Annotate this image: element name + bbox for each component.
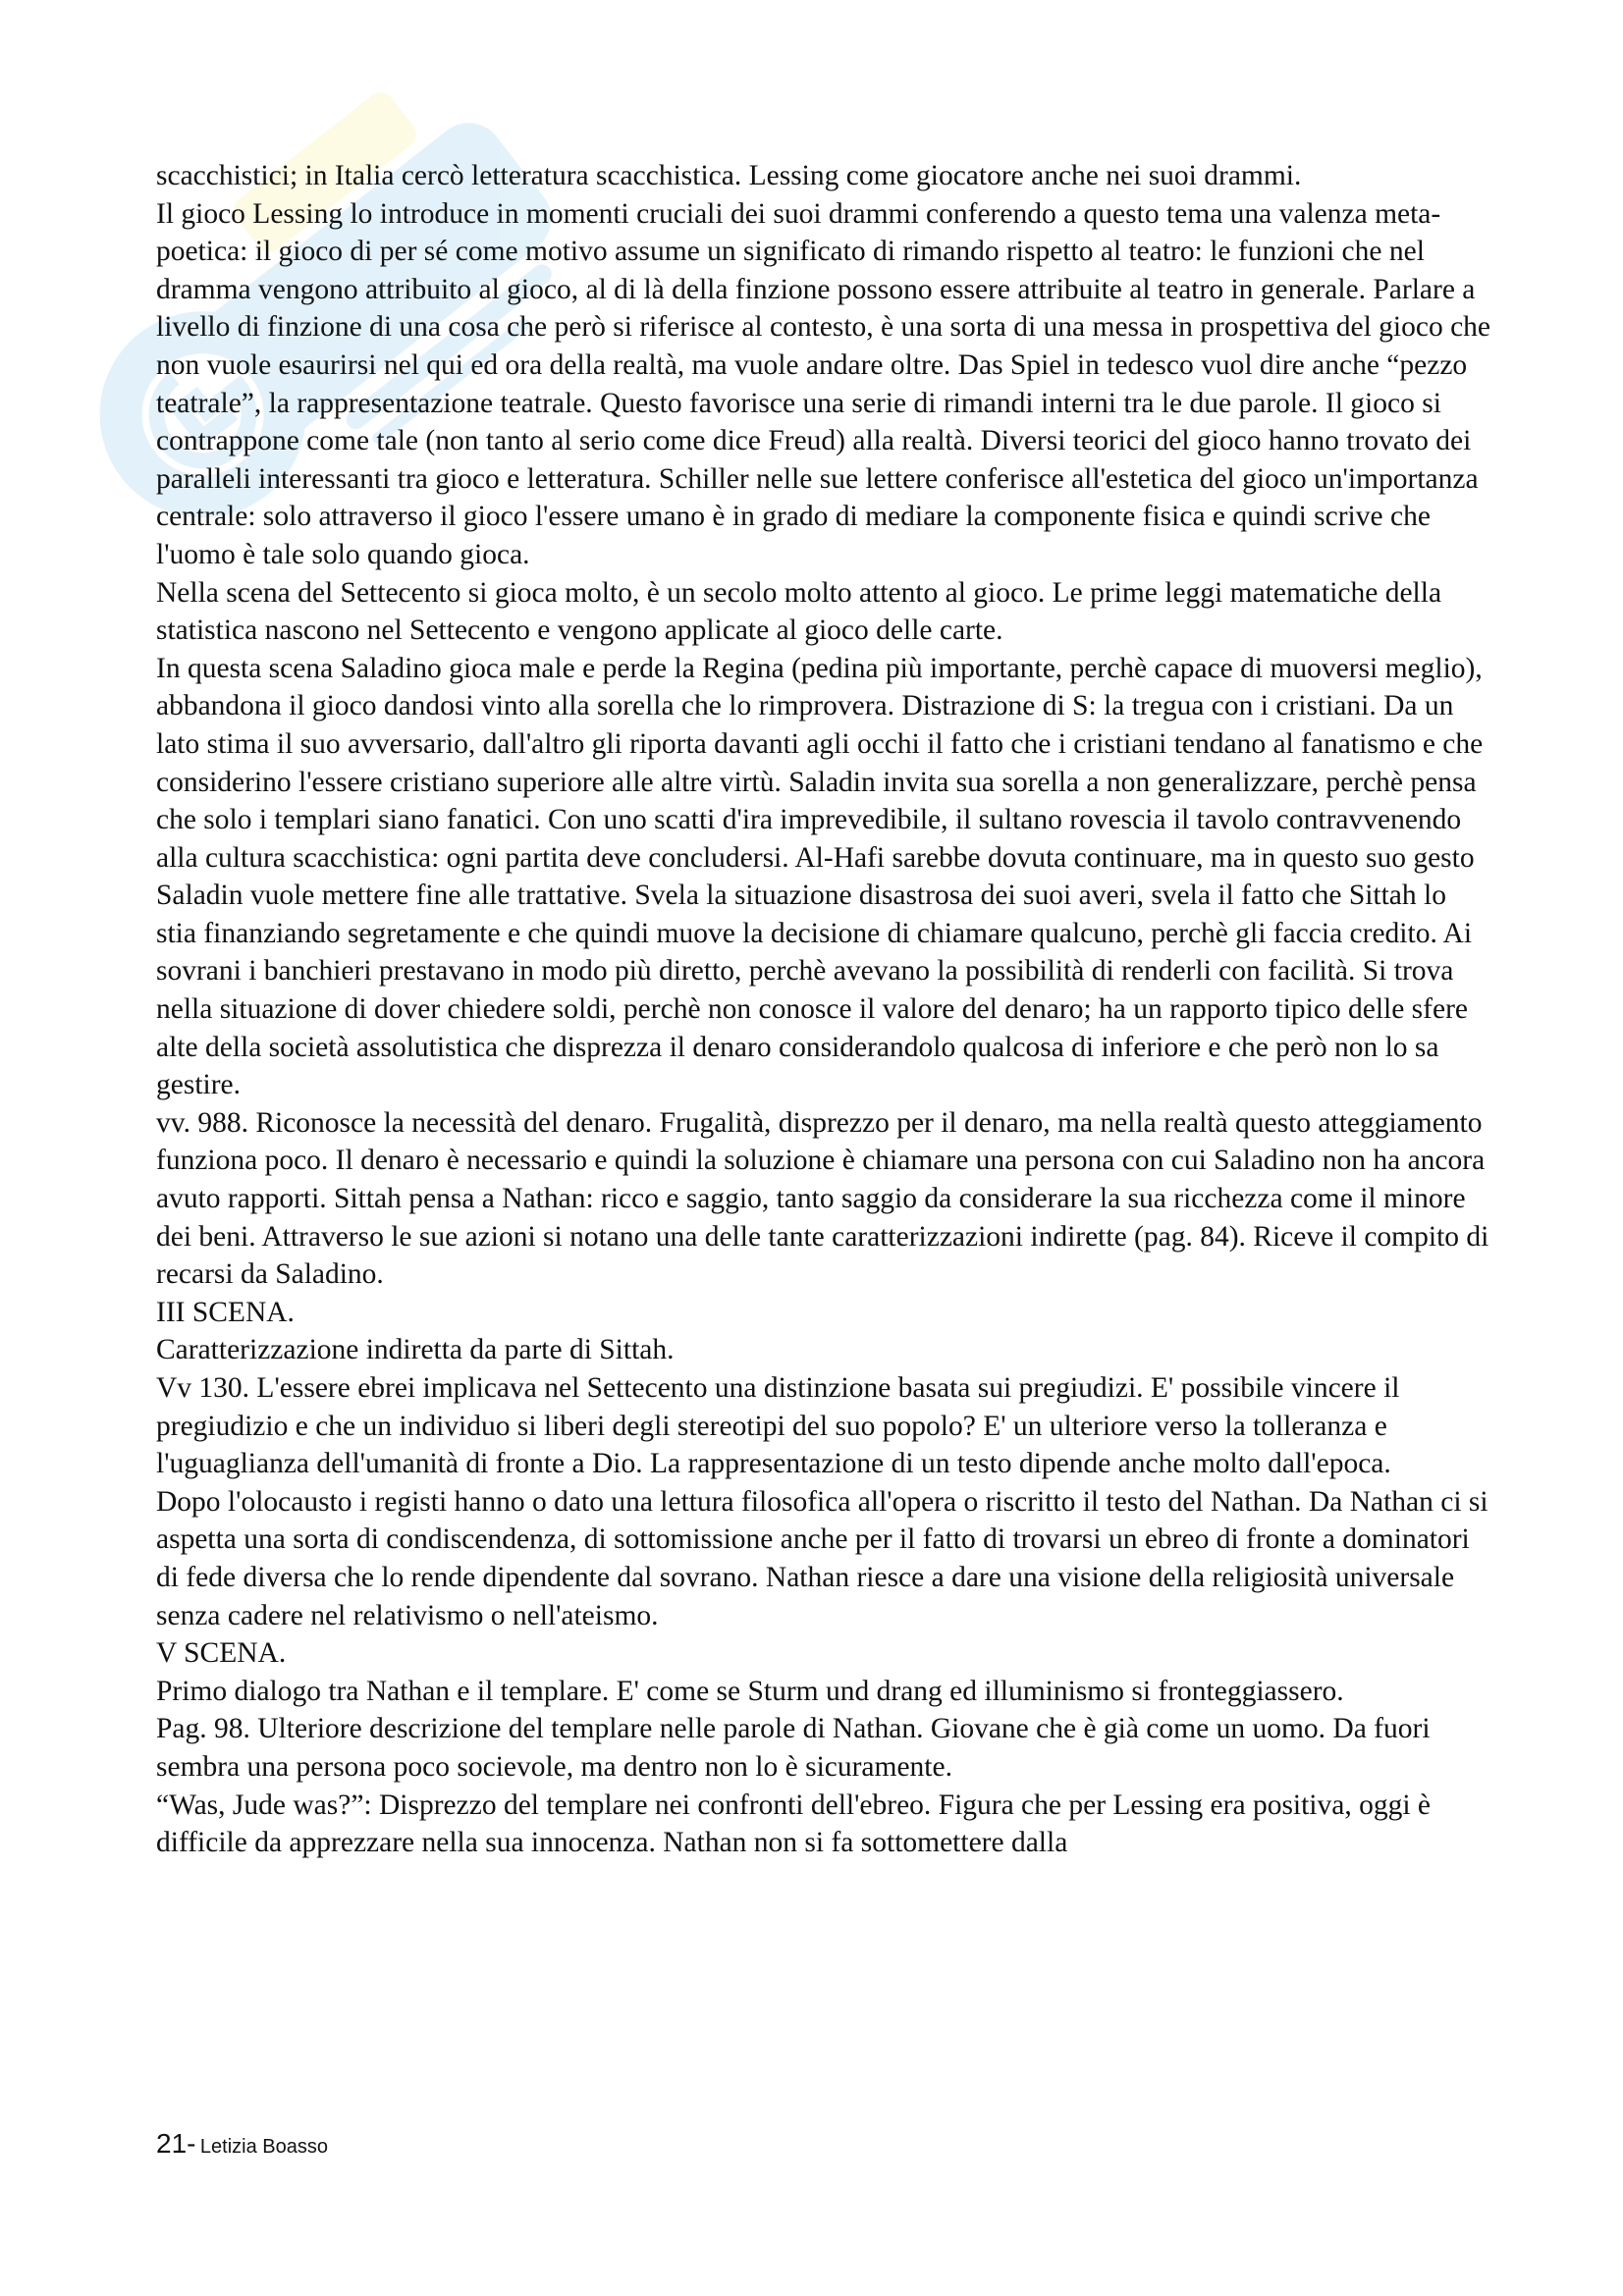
paragraph-pag-98: Pag. 98. Ulteriore descrizione del templare nelle parole di Nathan. Giovane che è già come un uomo. Da fuori sembra una persona poco socievole, ma dentro non lo è sicuramente. — [156, 1713, 1431, 1783]
paragraph-game-meta-poetic: Il gioco Lessing lo introduce in momenti cruciali dei suoi drammi conferendo a questo tema una valenza meta-poetica: il gioco di per sé come motivo assume un significato di rimando rispetto al teatro: le funzioni che nel dramma vengono attribuito al gioco, al di là della finzione possono essere attribuite al teatro in generale. Parlare a livello di finzione di una cosa che però si riferisce al contesto, è una sorta di una messa in prospettiva del gioco che non vuole esaurirsi nel qui ed ora della realtà, ma vuole andare oltre. Das Spiel in tedesco vuol dire anche “pezzo teatrale”, la rappresentazione teatrale. Questo favorisce una serie di rimandi interni tra le due parole. Il gioco si contrappone come tale (non tanto al serio come dice Freud) alla realtà. Diversi teorici del gioco hanno trovato dei paralleli interessanti tra gioco e letteratura. Schiller nelle sue lettere conferisce all'estetica del gioco un'importanza centrale: solo attraverso il gioco l'essere umano è in grado di mediare la componente fisica e quindi scrive che l'uomo è tale solo quando gioca. — [156, 197, 1491, 570]
paragraph-after-holocaust: Dopo l'olocausto i registi hanno o dato una lettura filosofica all'opera o riscritto il testo del Nathan. Da Nathan ci si aspetta una sorta di condiscendenza, di sottomissione anche per il fatto di trovarsi un ebreo di fronte a dominatori di fede diversa che lo rende dipendente dal sovrano. Nathan riesce a dare una visione della religiosità universale senza cadere nel relativismo o nell'ateismo. — [156, 1485, 1488, 1631]
paragraph-vv-988: vv. 988. Riconosce la necessità del denaro. Frugalità, disprezzo per il denaro, ma nella realtà questo atteggiamento funziona poco. Il denaro è necessario e quindi la soluzione è chiamare una persona con cui Saladino non ha ancora avuto rapporti. Sittah pensa a Nathan: ricco e saggio, tanto saggio da considerare la sua ricchezza come il minore dei beni. Attraverso le sue azioni si notano una delle tante caratterizzazioni indirette (pag. 84). Riceve il compito di recarsi da Saladino. — [156, 1106, 1489, 1291]
paragraph-chess-literature: scacchistici; in Italia cercò letteratura scacchistica. Lessing come giocatore anche nei suoi drammi. — [156, 160, 1302, 191]
paragraph-eighteenth-century-games: Nella scena del Settecento si gioca molto, è un secolo molto attento al gioco. Le prime leggi matematiche della statistica nascono nel Settecento e vengono applicate al gioco delle carte. — [156, 576, 1442, 647]
page-number: 21- — [156, 2128, 196, 2159]
paragraph-first-dialogue: Primo dialogo tra Nathan e il templare. E' come se Sturm und drang ed illuminismo si fronteggiassero. — [156, 1675, 1344, 1707]
scene-heading-iii: III SCENA. — [156, 1296, 295, 1328]
author-name: Letizia Boasso — [199, 2136, 328, 2158]
paragraph-saladin-chess-scene: In questa scena Saladino gioca male e perde la Regina (pedina più importante, perchè capace di muoversi meglio), abbandona il gioco dandosi vinto alla sorella che lo rimprovera. Distrazione di S: la tregua con i cristiani. Da un lato stima il suo avversario, dall'altro gli riporta davanti agli occhi il fatto che i cristiani tendano al fanatismo e che considerino l'essere cristiano superiore alle altre virtù. Saladin invita sua sorella a non generalizzare, perchè pensa che solo i templari siano fanatici. Con uno scatti d'ira imprevedibile, il sultano rovescia il tavolo contravvenendo alla cultura scacchistica: ogni partita deve concludersi. Al-Hafi sarebbe dovuta continuare, ma in questo suo gesto Saladin vuole mettere fine alle trattative. Svela la situazione disastrosa dei suoi averi, svela il fatto che Sittah lo stia finanziando segretamente e che quindi muove la decisione di chiamare qualcuno, perchè gli faccia credito. Ai sovrani i banchieri prestavano in modo più diretto, perchè avevano la possibilità di renderli con facilità. Si trova nella situazione di dover chiedere soldi, perchè non conosce il valore del denaro; ha un rapporto tipico delle sfere alte della società assolutistica che disprezza il denaro considerandolo qualcosa di inferiore e che però non lo sa gestire. — [156, 652, 1484, 1101]
paragraph-was-jude-was: “Was, Jude was?”: Disprezzo del templare nei confronti dell'ebreo. Figura che per Lessing era positiva, oggi è difficile da apprezzare nella sua innocenza. Nathan non si fa sottomettere dalla — [156, 1789, 1432, 1859]
page-footer — [156, 2128, 328, 2160]
document-body — [156, 157, 1491, 1862]
scene-heading-v: V SCENA. — [156, 1637, 287, 1670]
paragraph-indirect-characterization: Caratterizzazione indiretta da parte di Sittah. — [156, 1334, 675, 1366]
paragraph-vv-130: Vv 130. L'essere ebrei implicava nel Settecento una distinzione basata sui pregiudizi. E' possibile vincere il pregiudizio e che un individuo si liberi degli stereotipi del suo popolo? E' un ulteriore verso la tolleranza e l'uguaglianza dell'umanità di fronte a Dio. La rappresentazione di un testo dipende anche molto dall'epoca. — [156, 1372, 1400, 1480]
